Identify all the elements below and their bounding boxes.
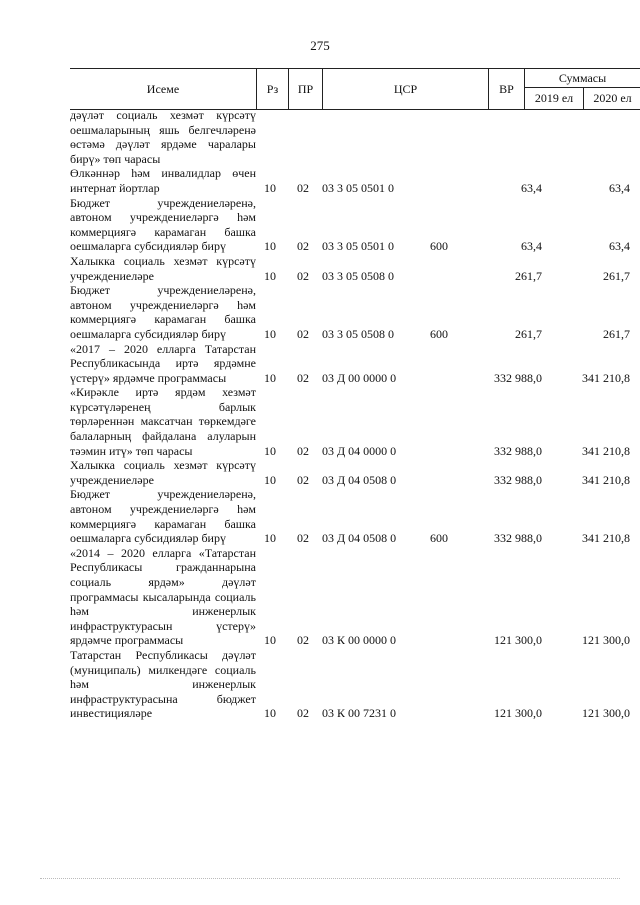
table-row — [0, 342, 640, 386]
row-name: «Кирәкле иртә ярдәм хезмәт күрсәтүләренең барлык төрләреннән максатчан төркемдәге балаларның файдалана алуларын тәэмин итү» төп чарасы — [70, 385, 256, 458]
row-csr: 03 Д 04 0000 0 — [322, 443, 397, 458]
table-row — [0, 385, 640, 458]
row-name: Бюджет учреждениеләренә, автоном учреждениеләргә һәм коммерциягә карамаган башка оешмаларга субсидияләр бирү — [70, 283, 256, 341]
row-vr: 600 — [430, 531, 448, 546]
header-vr: ВР — [488, 69, 524, 109]
header-year-2020: 2020 ел — [583, 88, 640, 109]
table-row — [0, 283, 640, 341]
row-pr: 02 — [297, 268, 309, 283]
row-name: Татарстан Республикасы дәүләт (муниципаль) милкендәге социаль һәм инженерлык инфраструктурасына бюджет инвестицияләре — [70, 647, 256, 721]
row-csr: 03 Д 04 0508 0 — [322, 531, 397, 546]
row-amount-2019: 63,4 — [521, 180, 542, 195]
row-amount-2019: 332 988,0 — [494, 472, 542, 487]
header-pr: ПР — [288, 69, 322, 109]
page-number: 275 — [310, 38, 330, 53]
row-name: Бюджет учреждениеләренә, автоном учреждениеләргә һәм коммерциягә карамаган башка оешмаларга субсидияләр бирү — [70, 195, 256, 254]
row-amount-2020: 261,7 — [603, 326, 630, 341]
table-row — [0, 487, 640, 545]
row-rz: 10 — [264, 370, 276, 385]
row-name: «2014 – 2020 елларга «Татарстан Республикасы гражданнарына социаль ярдәм» дәүләт программасы кысаларында социаль һәм инженерлык инфраструктурасын үстерү» ярдәмче программасы — [70, 545, 256, 648]
row-csr: 03 К 00 7231 0 — [322, 706, 397, 721]
row-pr: 02 — [297, 443, 309, 458]
row-name: Өлкәннәр һәм инвалидлар өчен интернат йортлар — [70, 166, 256, 195]
row-amount-2019: 332 988,0 — [494, 531, 542, 546]
header-sums — [524, 69, 640, 109]
row-pr: 02 — [297, 472, 309, 487]
row-amount-2020: 63,4 — [609, 239, 630, 254]
row-csr: 03 К 00 0000 0 — [322, 633, 397, 648]
row-name: Бюджет учреждениеләренә, автоном учреждениеләргә һәм коммерциягә карамаган башка оешмаларга субсидияләр бирү — [70, 487, 256, 546]
row-pr: 02 — [297, 633, 309, 648]
row-amount-2020: 341 210,8 — [582, 531, 630, 546]
row-csr: 03 3 05 0508 0 — [322, 326, 394, 341]
row-amount-2020: 341 210,8 — [582, 472, 630, 487]
row-amount-2019: 121 300,0 — [494, 633, 542, 648]
table-row — [0, 648, 640, 721]
row-amount-2019: 63,4 — [521, 239, 542, 254]
table-row — [0, 254, 640, 283]
row-pr: 02 — [297, 239, 309, 254]
row-pr: 02 — [297, 370, 309, 385]
row-rz: 10 — [264, 239, 276, 254]
header-name: Исеме — [146, 81, 180, 96]
row-name: дәүләт социаль хезмәт күрсәтү оешмаларының яшь белгечләренә өстәмә дәүләт ярдәме чаралары бирү» төп чарасы — [70, 108, 256, 166]
table-row — [0, 166, 640, 195]
table-header — [70, 68, 640, 110]
row-csr: 03 3 05 0501 0 — [322, 239, 394, 254]
row-amount-2019: 332 988,0 — [494, 443, 542, 458]
row-amount-2019: 261,7 — [515, 268, 542, 283]
row-amount-2019: 121 300,0 — [494, 706, 542, 721]
header-csr: ЦСР — [322, 69, 488, 109]
row-rz: 10 — [264, 472, 276, 487]
row-csr: 03 Д 00 0000 0 — [322, 370, 397, 385]
row-pr: 02 — [297, 326, 309, 341]
table-row — [0, 546, 640, 648]
row-amount-2020: 121 300,0 — [582, 706, 630, 721]
header-rz: Рз — [256, 69, 288, 109]
row-pr: 02 — [297, 531, 309, 546]
table-row — [0, 196, 640, 254]
row-amount-2020: 341 210,8 — [582, 370, 630, 385]
table-row — [0, 458, 640, 487]
row-amount-2020: 63,4 — [609, 180, 630, 195]
row-csr: 03 Д 04 0508 0 — [322, 472, 397, 487]
row-name: «2017 – 2020 елларга Татарстан Республикасында иртә ярдәмне үстерү» ярдәмче программасы — [70, 341, 256, 385]
row-rz: 10 — [264, 633, 276, 648]
header-sums-title: Суммасы — [525, 69, 640, 88]
row-rz: 10 — [264, 443, 276, 458]
table-body — [0, 108, 640, 721]
row-name: Халыкка социаль хезмәт күрсәтү учреждениеләре — [70, 253, 256, 283]
table-row — [0, 108, 640, 166]
row-vr: 600 — [430, 326, 448, 341]
row-rz: 10 — [264, 268, 276, 283]
row-amount-2020: 261,7 — [603, 268, 630, 283]
row-rz: 10 — [264, 531, 276, 546]
row-amount-2020: 121 300,0 — [582, 633, 630, 648]
row-amount-2019: 332 988,0 — [494, 370, 542, 385]
row-name: Халыкка социаль хезмәт күрсәтү учреждениеләре — [70, 458, 256, 487]
row-pr: 02 — [297, 706, 309, 721]
row-csr: 03 3 05 0508 0 — [322, 268, 394, 283]
row-rz: 10 — [264, 706, 276, 721]
header-year-2019: 2019 ел — [534, 91, 574, 105]
row-vr: 600 — [430, 239, 448, 254]
footer-divider — [40, 878, 620, 880]
row-amount-2020: 341 210,8 — [582, 443, 630, 458]
row-rz: 10 — [264, 326, 276, 341]
row-amount-2019: 261,7 — [515, 326, 542, 341]
row-pr: 02 — [297, 180, 309, 195]
row-csr: 03 3 05 0501 0 — [322, 180, 394, 195]
row-rz: 10 — [264, 180, 276, 195]
